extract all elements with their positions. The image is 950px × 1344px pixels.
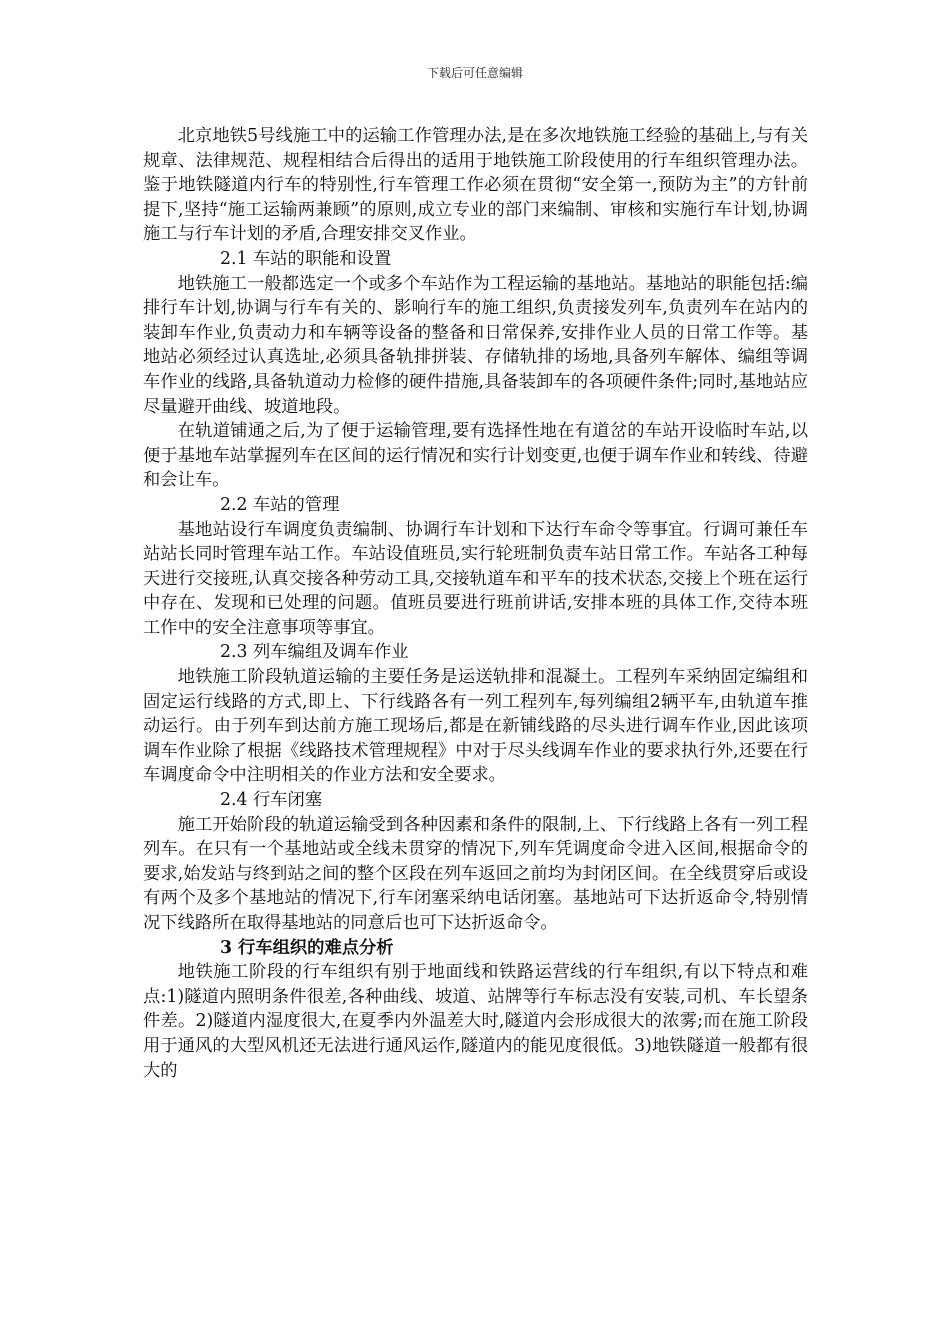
paragraph-temporary-station: 在轨道铺通之后,为了便于运输管理,要有选择性地在有道岔的车站开设临时车站,以便于基地车站掌握列车在区间的运行情况和实行计划变更,也便于调车作业和转线、待避和会让车。 <box>143 421 808 491</box>
paragraph-block-system: 施工开始阶段的轨道运输受到各种因素和条件的限制,上、下行线路上各有一列工程列车。在只有一个基地站或全线未贯穿的情况下,列车凭调度命令进入区间,根据命令的要求,始发站与终到站之间的整个区段在列车返回之前均为封闭区间。在全线贯穿后或设有两个及多个基地站的情况下,行车闭塞采纳电话闭塞。基地站可下达折返命令,特别情况下线路所在取得基地站的同意后也可下达折返命令。 <box>143 814 808 933</box>
section-heading-2-2: 2.2 车站的管理 <box>220 494 340 515</box>
document-body <box>143 124 808 1083</box>
paragraph-intro: 北京地铁5号线施工中的运输工作管理办法,是在多次地铁施工经验的基础上,与有关规章、法律规范、规程相结合后得出的适用于地铁施工阶段使用的行车组织管理办法。鉴于地铁隧道内行车的特别性,行车管理工作必须在贯彻“安全第一,预防为主”的方针前提下,坚持“施工运输两兼顾”的原则,成立专业的部门来编制、审核和实施行车计划,协调施工与行车计划的矛盾,合理安排交叉作业。 <box>143 126 808 245</box>
section-heading-2-1: 2.1 车站的职能和设置 <box>220 248 392 269</box>
paragraph-train-formation: 地铁施工阶段轨道运输的主要任务是运送轨排和混凝土。工程列车采纳固定编组和固定运行线路的方式,即上、下行线路各有一列工程列车,每列编组2辆平车,由轨道车推动运行。由于列车到达前方施工现场后,都是在新铺线路的尽头进行调车作业,因此该项调车作业除了根据《线路技术管理规程》中对于尽头线调车作业的要求执行外,还要在行车调度命令中注明相关的作业方法和安全要求。 <box>143 667 808 786</box>
page-header: 下载后可任意编辑 <box>426 66 523 80</box>
paragraph-difficulties: 地铁施工阶段的行车组织有别于地面线和铁路运营线的行车组织,有以下特点和难点:1)隧道内照明条件很差,各种曲线、坡道、站牌等行车标志没有安装,司机、车长望条件差。2)隧道内湿度很大,在夏季内外温差大时,隧道内会形成很大的浓雾;而在施工阶段用于通风的大型风机还无法进行通风运作,隧道内的能见度很低。3)地铁隧道一般都有很大的 <box>143 962 808 1081</box>
paragraph-base-station: 地铁施工一般都选定一个或多个车站作为工程运输的基地站。基地站的职能包括:编排行车计划,协调与行车有关的、影响行车的施工组织,负责接发列车,负责列车在站内的装卸车作业,负责动力和车辆等设备的整备和日常保养,安排作业人员的日常工作等。基地站必须经过认真选址,必须具备轨排拼装、存储轨排的场地,具备列车解体、编组等调车作业的线路,具备轨道动力检修的硬件措施,具备装卸车的各项硬件条件;同时,基地站应尽量避开曲线、坡道地段。 <box>143 273 808 417</box>
paragraph-station-management: 基地站设行车调度负责编制、协调行车计划和下达行车命令等事宜。行调可兼任车站站长同时管理车站工作。车站设值班员,实行轮班制负责车站日常工作。车站各工种每天进行交接班,认真交接各种劳动工具,交接轨道车和平车的技术状态,交接上个班在运行中存在、发现和已处理的问题。值班员要进行班前讲话,安排本班的具体工作,交待本班工作中的安全注意事项等事宜。 <box>143 519 808 638</box>
section-heading-3: 3 行车组织的难点分析 <box>220 937 394 958</box>
section-heading-2-4: 2.4 行车闭塞 <box>220 790 323 811</box>
section-heading-2-3: 2.3 列车编组及调车作业 <box>220 642 409 663</box>
